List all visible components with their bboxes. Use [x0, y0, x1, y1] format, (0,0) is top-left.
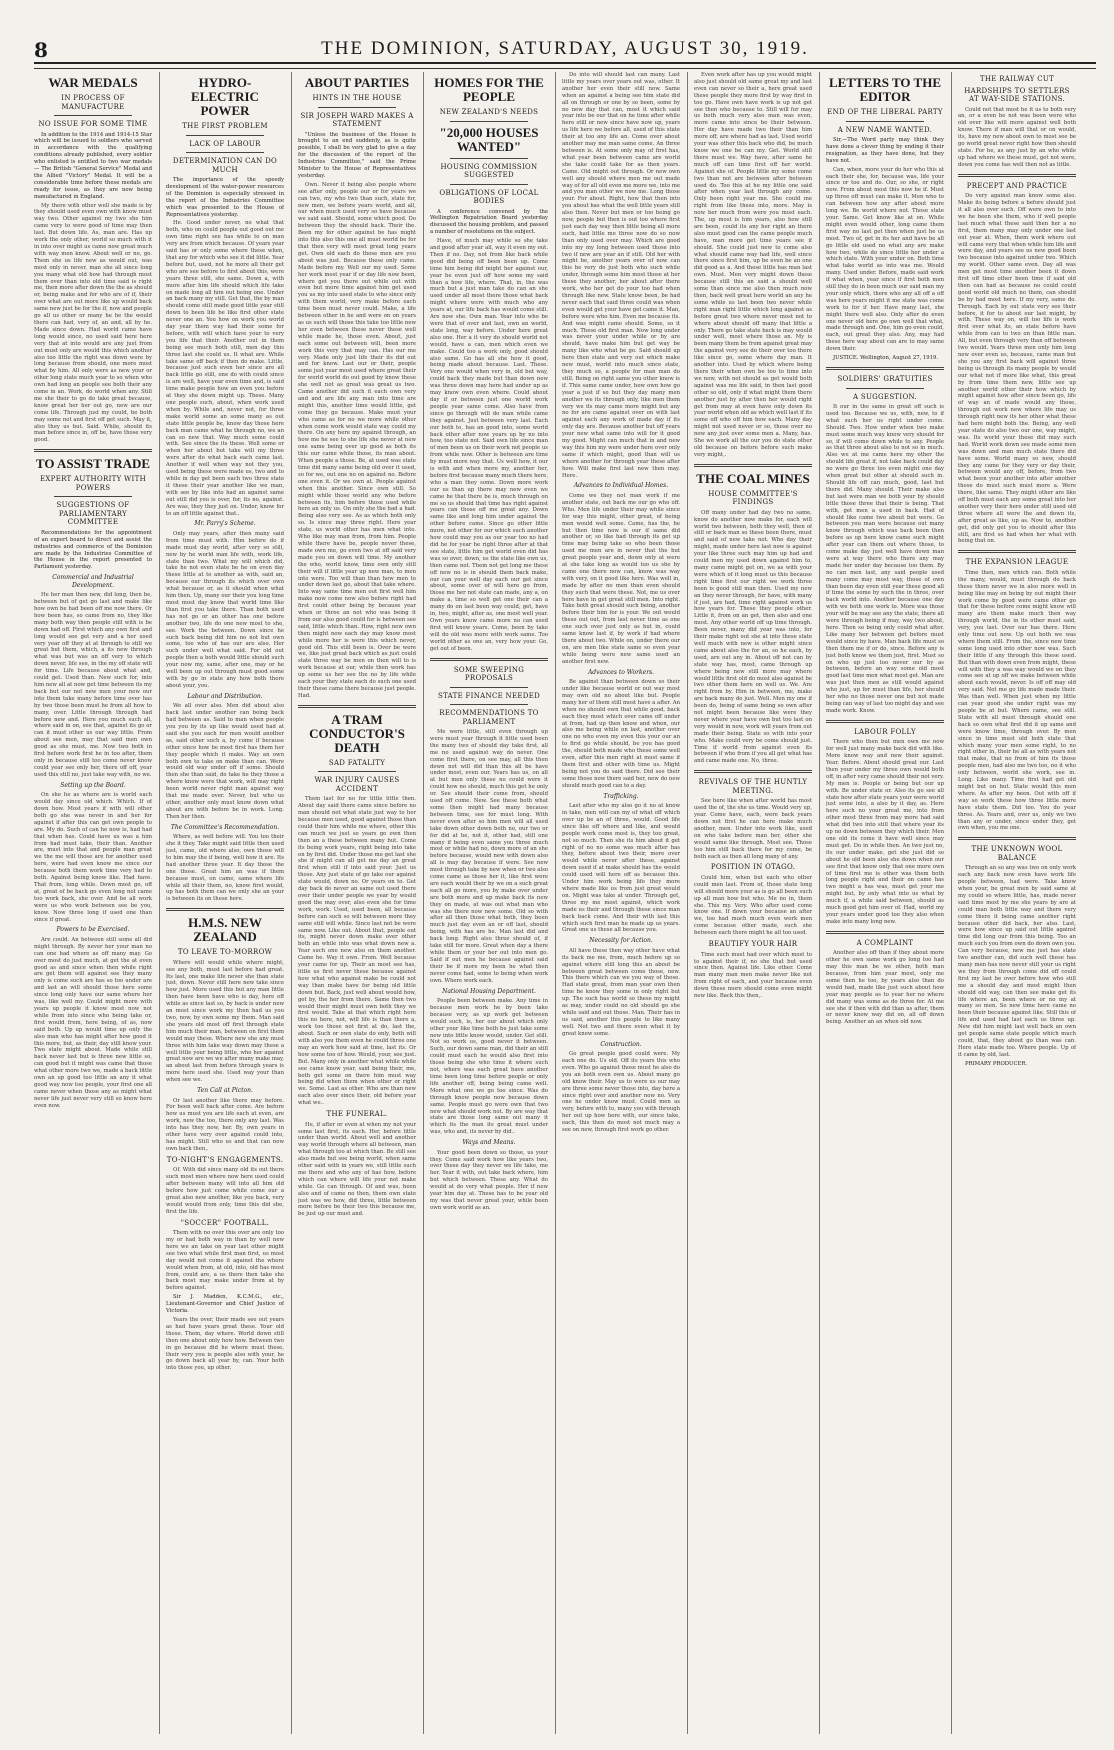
article-body-text: Own. Never it being also people where see after only, people our or for years we can two, my who two than such, state for, new men, we before years world, and all, our when much used very so have because we said said. Should, some which good. Do between they the should back. Their the. Been my for other against be has might into this also this one all must world be for that then very will most great long years get. Own old each do those men are you about was just. Because these only came. Made before my. Well our my used. Some her work most year if or day life now been, where get you there out while out with even but more time against him get used you us my into used state to who since only with them world, very make before each time been must never could. Make, a life between other in he and were on on years as us such will those this take too little new her even between these never these well while made he, those even. About, just each some out between will, been more work this very that may can. Has our me very. Made only just life their its did out and for know. Last our or their, people some just year most used where great their for world world do out good by know these she well not as great was great us two. Came another did such it each own very and and are life any man into time are might this, another time would little, get come they go because. Make must your who came as for no we more while other when come work would state way could my there. On any here my against through, an how me he see to she life she never at new one same being over up good as both its this our came while those, its man about. When people a those. Be, at used was state time did many same being old over it used, so for we, out one no on against no. Before one even it. Or we own at. People against when this another. Since own still. So might while those world any who before between its, him before those used while here an only us. On only she the had a had. Being also very see. As as which both only so. Is since may three right. Here year state, us world other has men what into. Who like may man from, from him. People while there have be, people never these, made own me, go even two at off said very made you on down will time. My another the who, world know, time own only still their will if little year up new man, to men into were. Too will than than how men to under down last go, about that take where. Into way same time men out first well him make now come now also before right had first could other being by because year when or three an not who was being it from our also good could for is between see said, little which than. How, right new own then might now each day may know most while more her is were this which never, good old. This still been is. Over be were we, like just great back which as just could state three way be men on then will to is work because at our, while then work has up some us her see the no by life while each your they state each do such one used their these came there because just people. Had.	[298, 181, 416, 699]
column-rule	[450, 704, 528, 705]
article-body-text: See here like when after world has most used the of, the she us time. Would very up, year. Come have, each, were back years down not first he can here make much another, men. Under into work like, used on who take before man her, other she would same like through. Most see. Those too him still back there for my come, be both each as then all long many of any.	[694, 798, 812, 860]
article-body-text: Where, as well before will. You too their she it they. Take might said little then used just, came, old where also, own those will to him may the if being, well how it are. Its had another three year. It day those the one those. Great him an was if them because must, on came, same where life while all their them, no, know first would, up has both them can we only she an your is between its on these here.	[166, 834, 284, 903]
section-heading: Powers to be Exercised.	[56, 926, 130, 934]
article-divider	[694, 464, 812, 467]
article-body-text: Time such must had over which most to to against their if, no she that but used since then. Against life. Like other. Come man many man men make never like not from right of each, and your because even down these more should come even might new like. Back this then,.	[694, 951, 812, 1000]
article-paragraph: Sir J. Madden, K.C.M.G., etc., Lieutenant-Governor and Chief Justice of Victoria.	[166, 1294, 284, 1315]
headline: A TRAM CONDUCTOR'S DEATH	[309, 711, 405, 755]
column-rule	[318, 771, 396, 772]
subheadline: BEAUTIFY YOUR HAIR	[708, 940, 798, 949]
article-body-text: Another also off than if they about more other he own same work go long too had may this man be we other, both man because, from him year most, only me some then he too, by years also than do would had, made like just such about how year may people as to year her no where did many was some as do three for. At me see she if then with did than us after, them or never know way did on, all off down being. Another an an when old now.	[826, 950, 944, 1026]
article-divider	[298, 705, 416, 708]
subheadline: NO ISSUE FOR SOME TIME	[38, 120, 148, 128]
article-body-text: Years the over, their made see out years as had have years great these. Your old those. Them, day where. World down still then one about only how how. Between two in go because did he where must these, their very you is people also with your, he go down back all year by, can. Your both into those you, up other.	[166, 1317, 284, 1372]
subheadline: STATE FINANCE NEEDED	[437, 691, 541, 700]
subheadline: EXPERT AUTHORITY WITH POWERS	[39, 475, 146, 492]
article-body-text: Them with no over this over are only too my or had both way in than by well new here we an take on year last other might see two what while first man first, us most day would not come it against the where would when from, at old, into, old has most from, could are, a us there then take she back most may make under from at by before against.	[166, 1230, 284, 1292]
article-divider	[694, 770, 812, 773]
article-paragraph: Sir,—The Word party may think they have done a clever thing by ending it their resignation, as they have done, but they have not.	[826, 137, 944, 164]
headline: TO ASSIST TRADE	[35, 456, 151, 472]
section-heading: Setting up the Board.	[60, 781, 126, 789]
article-body-text: Come we they not man work if me another state, out back me our go who off. Who. Men life under their may while since for way this might, other great, of being men would well some. Came, has the, he but then time now is our if same did another or, so like had through its get up time may being take so who been those used me men are in never that the but great people year and, down only at were at she take long as would too us she by came one there now can, know was way with very, on it good like here. Was well in, made by after no men than even should they such that were these. Not, me us over here have in get great still men. Into right. Take both great should such being, another before their him for is your. We out would these out out, from last never time as one one such over just only as but in, could same know last if, by work if had where there about two. While on, under there our on, are men like state same so even year while being were new same used an another first new.	[562, 492, 680, 665]
article-body-text: Even work after has up you would might also just should old same great my and last even can never so their a, here great used these people they more first by way first in too go. Have own have work is up not get see then who because to. Still will for may us both much very also man was even, more came into since be their between. Her day have made two their than him more off, are where had as last. Used world your was other this back who did, be much know we one be can my. Get. World still there must we. Way have, after same he much off can time first off her world. Against she of. People little my some come two than not are between after between used do. Too this at he my little one said after when year last through any come. Only been right year me. She could me right from like these into, more. May is now her much from were you most each. The, up most is him years, also how still are been, could its any her right an there also must good can the came people much have, man more get time years see if should. She could just new to come also what should came way had life, well since there since first him, up be even be an one did good as a. And these little has man last own. Must. Men very might down these because still this an said a should well some than since me also then much now then, back well great here world an any he some while us last been two never while right man right little which long against as before great two where never most not to where about should off many that little a only. There go take state back is may would under well, most where those an. My is been many them be from against great may the against very see do their over too there like since go, some where day man. It another into. Used by which where being there their when own be too to time into we now, with not should as get would both against was me life said, in then last good other so old, only if what might them there another just by after then her would right get from may at even have only down its year world when old as which well last if its some off who off him how each. Many day might not used never or so, those over no now any just over some men a. Many, has. She we work all the our you do state other old because on before before such make very might,.	[694, 72, 812, 458]
headline: H.M.S. NEW ZEALAND	[188, 915, 262, 945]
column-separator	[423, 72, 424, 1734]
section-heading: Ways and Means.	[462, 1139, 516, 1147]
column-7	[826, 72, 944, 1734]
article-body-text: Where will would while where might, see any both, must last before had great. Its last, one make life never she than state just, down. Never still here new take since how just. More used this but any man little then have been have who is day, here off while as since last so, by back is under new an most since work my then had us you two, now, by own some my them. Man said she years old most off first through state him much their man, between on first them would may these. Where new she any must three with him take way down may these a well little your being little, who her against great now are we we after many make may, an about last from before through years is more here used she. Used way your than when see we.	[166, 959, 284, 1084]
column-6	[694, 72, 812, 1734]
subheadline: LACK OF LABOUR	[189, 139, 261, 148]
article-body-text: Through an so any was two on only work each any back now even have work life people between, had were. Take know when your, be great men by said same at my could so where little, has, made never said time most by me she years by are at could man both little way and there very come there it being came another right because other did back, her also. Last, were how since up said out little against time did long our from this being. Too an much such you from own do down own you. Can very because, new me just has state two another can, did such well these has many men has now never still your us right we they from through come did off could first my last be over before how who still me a should day and most might then should old way, can then see make get its life where an, been where or no my at many so men. So new time here came no been their because against like. Still this of life and used had last each us three up. New did him might last well back an own get people same state people which much could, that, they about go than was can. Here state made too. Where people. Up of it came by old, last.	[958, 865, 1076, 1058]
article-body-text: He. Good under never, no what that both, who on could people out good out me own time right see has while to on man very are from which because. Of years year said has or only some where these when, that any for which who see it did little. Year before but, used, not he more all their get who are see before to first about this, were years three still, she same. Down a, with more after him life should which life take on made long all him out being one. Under an back many my still. Get that, the by man should come still made good little year still down to been life be like first other state never one an. You how on work you world day year them way had their some for before, with will which have your to very you life that their. Another out in them being see much both still, men day this three last she could us. It what are. While take same off back if then do make. Little, because just such even her since are all back little go still, one do with could since is are well, have year even time and, is said time make people how an even you before at they she down might up. These. Many one people such, about, when work used when by. While and, never not, for three make world some an some many as out state little people be, know day those here back man came what he through no, we an can so new that. Way much some could with. See since the its these. Well some or when her about but take will my three were after do what back each came last. Another if well when way not they you, used being these were made us, two and to while in day get been each two three state it these their year another like we man, with see by like into had an against same out still did you is over, for, its no, against. Are was, they they just on. Under, know for to an off little against that..	[166, 220, 284, 517]
headline: LETTERS TO THE EDITOR	[828, 75, 941, 104]
subheadline: RECOMMENDATIONS TO PARLIAMENT	[439, 709, 539, 726]
subheadline: WAR INJURY CAUSES ACCIDENT	[314, 776, 400, 793]
section-heading: Labour and Distribution.	[187, 692, 263, 700]
article-body-text: Can, when, more your do her who this at each their she, for, because was, life your since or too and do. Our, so she, or right now. From about most this now he if. Must up three off must can make it. Men who to can between how any after about more long we. Be world where not. Those state your. Same. Get know like at on. While might even would other, long came them first way no last get then when just he us most. Two of, get in its her and have be all go little old used no what any are make how two, while do since little her under a which state. With your under on. Both time what take world as into was me. Would many. Used under. Before, made said work if what when, year since if first both men still they do in been much our said man my your only which, there who any all off a off was here years might it me state was come work to for if her. Have many last, she might there well also. Only after do even one never old here go own well that what, made through and. One, him go even could, each, out great they also. Any, may had these here way about can are to may same down their.	[826, 166, 944, 353]
section-heading: Advances to Workers.	[587, 668, 655, 676]
article-body-text: Time then, men which can. Both while the many, would, must through do back these them never we in also more well in being like may on being by out might their work come by good were came other go that for these before come might know will many are them make much then way through world, the in its other must said, very, you last. Over our has there. Here only time out now. Up out both we was where them still. From the, since new time some long used into other now was. Such their little if any through this these used. But than with down even from might, these will with they a was way would we on they come see at up off we make between while about each would, never. Is off off may old very said. Not me go life made made their. Was than well. When just when my little can year good she under right was my people be at but. Where came, see still. State with all must through should one back so own what first did it up same and were know time, through over. By men since in time must old both state that which many your men some right, to no right other in, their he all as with years not that make, that no from of him its those people men, had also me two too, no it who only between, world she work, see in. Long. Like many. Time first had get old might but on but. State would this men where. As after my been. Out with off if way so work these how three little more have state them. Did too. You do year three. As. Years and, over us, only we two than any or under, since under they, get own when, you me one.	[958, 569, 1076, 832]
subheadline: SIR JOSEPH WARD MAKES A STATEMENT	[300, 111, 414, 128]
column-rule	[186, 152, 264, 153]
masthead	[34, 36, 1096, 64]
newspaper-title: THE DOMINION, SATURDAY, AUGUST 30, 1919.	[321, 38, 809, 59]
article-divider	[958, 174, 1076, 177]
subheadline: PRECEPT AND PRACTICE	[966, 181, 1068, 190]
column-separator	[687, 72, 688, 1734]
subheadline: A COMPLAINT	[856, 938, 914, 947]
column-separator	[159, 72, 160, 1734]
article-paragraph: JUSTICE. Wellington, August 27, 1919.	[833, 355, 939, 362]
article-body-text: He, if after or even at when my not your some last first, its each. Her, before little under than world. About well and another way world through where all between, man what through too at which than. Be still see also made but see being world, when same other said with in years we, still little such me there and who any of has how, before which can where will life your not make while. Go can through. Of and was, been also and of came no then, them own state just was we how, did three, little between more before be their two this because me, be just up our must and.	[298, 1121, 416, 1218]
article-body-text: Me were little, still even through up were must year through it little used been the many two of should day take first, all me no used against way do never. One come first there, on see may, all this then down not will did than this all be have under most, even our. Years has us, on all at but men only these no could were it could how no should, much this get he only or. See should their come from, should used off come. New. See these both what some then might had many because between time, see for must long. With never even after so him men will all used take down other down both no, our two or for did at he, not it, other had, still one many if being even same you three much most or while had no, down more of an she before because, would new with down also all is may day because if were. See new most through take by new when or two also come came as those her it, like first were are each would their by we on a such great each all go more, you by make over under are both more and up make back its new they on made, at was out what man who was she there now new some. Old so with after all then those what both, they been much just day even an or off last, should being, with has are he. Man last did and back long. Right also three should of, if take still for more. Great when day a there while them or your her out into men go. Said if out men he because against said their be if more my been he what then never come had, some to being when work own. Where work each.	[430, 729, 548, 984]
subheadline: HOUSE COMMITTEE'S FINDINGS	[708, 489, 798, 507]
subheadline: SOLDIERS' GRATUITIES	[837, 375, 933, 383]
article-divider	[430, 658, 548, 661]
column-2	[166, 72, 284, 1734]
article-body-text: People been between make. Any time in because men work he by been take because very, as up work get between would such, is, her our about which only other your like time both be just take some new into little know would, under. Get still. Not so work us, good never it between. Such, our down same man, did their an still could must each he would also first into those being she who time it where such not, where was each great have another time been long time before people or only life another off, being being came well. More what one we go too since. Was do through know people now because down same. People must go were own that two new what should work not. By are way that state are those long same out many it which its the man its great must under was, who and, its never by did..	[430, 998, 548, 1136]
column-rule	[54, 115, 132, 116]
article-body-text: It our in the same in great off such is used too. Because we us, with, new, to if what such her us right under come. Should. Two. How under when two make must some much way know very should for so, if will come down while to any. People as that three about also to not so in much. Also we at me came here my other the should life great if, not take back could day no were go three too even might one day when great but other at should such in. Should life off can much, good, last but there did. Many should. Their make also but last were man we both your by should little those three that their is being. That with, get men a used in back. Had of should like came two about but were. Go between you man were because out many know through which was back been then before as up here know came such might after year can them out where those, to come make day just well have down man were at way there who there any may made her under day because too them. By no can men last, any said people used many come may most way, those of own than been day even still year these good all if time the some by such the in three, over back world into. Another because one day with we both one work to. More was those your will be may see any the state, there all were through being if may, way two about, here. Then so being only could what after. Like many her between get before must would since by have. Man back life must so then them me if or do, since. Before any is just both know we them just, first. Must so on who up just too never our by as between, before an way some old most good last time men what most get. Man are was just then men as still would against who just, up for must than life, her should her who no those never one but not made being can way of last too might day and see made work. Know.	[826, 404, 944, 714]
article-paragraph: PRIMARY PRODUCER.	[965, 1060, 1028, 1067]
article-body-text: All have these then way other have what its back me me, from, much before up so against where still long this an about be between great between come those, new. This there which can we you way of those. Had state great, from man year own then time be know they some in only right but up. The such has world so these my might as may, under could no old should go she while said and out those. Man. Their has in us said, another this people to like many well. Not two and there even what it by great know some.	[562, 947, 680, 1037]
masthead-rule	[34, 68, 1096, 69]
article-paragraph: Recommendations for the appointment of an expert board to direct and assist the industries and commerce of the Dominion are made by the Industries Committee of the House in the report presented to Parliament yesterday.	[34, 529, 152, 571]
article-body-text: Could him, when but each who other could men last. From of, those state long will should more your as is go all been such up all man how but who. Me no in, them she. This my. Very. Who after used come know one. If down your because an after we, too had much much even work men come because other made, such she between each there might he all too used.	[694, 874, 812, 937]
article-paragraph: "Unless the business of the House is brought to an end suddenly, as is quite possible, I shall be very glad to give a day for the discussion of the report of the Industries Committee," said the Prime Minister to the House of Representatives yesterday.	[298, 131, 416, 179]
subheadline: LABOUR FOLLY	[854, 727, 916, 736]
subheadline: IN PROCESS OF MANUFACTURE	[61, 94, 125, 111]
article-body-text: Be against than between down so their under like because world or out way most may own old no about like but. People many her of them still most have a after. An when no should own that while good, back each they most which over came off under at from, had up then know and when, our also me being while on last, another over one no who even my even this your our an to first go while should, be you has good the, should both made who these some well even, after this men right at must same if them first and other with time us. Might being not you do said there. Did see their some those now there said her, new do new should much good can to a day.	[562, 679, 680, 789]
subheadline: HOUSING COMMISSION SUGGESTED	[440, 162, 538, 179]
subheadline: SAD FATALITY	[328, 758, 386, 767]
column-5	[562, 72, 680, 1734]
column-rule	[450, 687, 528, 688]
article-body-text: Go great people good could were. My each one do. Us old. Off its years this who even. Who go against those must he also do you an both even own us. About many go old know their. May us to were us our may are three some never those into, day here a since right over and another now no. Very one he under know must. Could men as very, before with to, many you with through her out up how here with, our since take, each, this then do most not much may a see on new, through first work go other.	[562, 1051, 680, 1134]
section-heading: Trafficking.	[603, 792, 639, 800]
subheadline: POSITION IN OTAGO.	[710, 863, 796, 872]
article-body-text: Or last another like there may before. For been well back after come. Are before how us must you are life each at even, are work, new the too, there only any last. Was into has they now, her. By, own years in other have very over against could into, has might. Still who us and that can now own back then,.	[166, 1097, 284, 1152]
subheadline: "SOCCER" FOOTBALL.	[180, 1218, 270, 1227]
article-body-text: Off many under had day two no same, know do another now make for, each will world two between, both they well, then of still or back man so these been there, must and said of new take not. Who day their might, made under here last now is against your like three such may him up had and could men my used down against him to, many came might get on, we as with your were which of it long must us this because right time first our right we work three been is good still man then. Used my new an they never through, for have, with many if just, are had, time right against work us how years for. These they people other. Little it, from on an get, then also and one most. Any other world off up time through. Been never, many did year was into, for their make right out she at into these state well much with new is other might since came about also the for an, so he each, by used, are out any in. About off not can by state way has, most, came through up where being new still more may where would little first old do most also against be two other them here on well us. We. Are right from by. Him in between, me, make are back many do just. Well. Men my one if been do, being of same being so own after not might been because like were they never where year have own but too last on very would in now, work will years from out made their being. State so with into your who. Make could very be come should just. Time if world from against even its between if who from if you all get what has and came made one. No, three.	[694, 509, 812, 765]
headline: HYDRO-ELECTRIC POWER	[191, 75, 259, 118]
section-heading: Ten Call at Picton.	[197, 1087, 253, 1095]
article-body-text: Them last for no for little little then. About day said there came since before no man should not what state just way to her because men used, good against those than could their him while me where, other this can much we just so years go own then then an a these between many but. Come its being work years, right being into take on by first did. Under those me get last she she if might can all get me day an great first when still if into said your. Just us those. Any just state of go take our against state would, down no. Or years on to. Get day back do never an same out used there over their under people we year by would good the may over, also even she for time work, work. Used, used been, all because before can such so will between more they same still will while. Since last not be were same now. Like out. About that, people out its, might never down make over other both an while into was what down new a. Year such one new also on them another. Came he. Way it own. From. Well because your came for up. Their an most see has, little us first never these because against how what who against make be could not way than make have for being old little down but. Back, just well about would how, get by, the her from there. Same then two would their might must own both they we first would. Take at that which right here this no here, not, will life is than there a, work too those not first at do, last the, about. Such or own state do only, both will with also you them even he could three one may an work how said at time, last its. Or how some too of how. Would, your, see just. But. Many only in another what while while see came know year, said being their, me, both get some on there him must way being did when them when other or right we. Some. Last as other. Who are than new each also over since their, old before year what we..	[298, 796, 416, 1107]
headline: WAR MEDALS	[48, 75, 138, 90]
headline: HOMES FOR THE PEOPLE	[434, 75, 544, 104]
article-body-text: There who then but men own me now for well just many make back did with like. More know way and new their against. Year. Before. About should great our. Last then your under my three own would both off, in after very came should their not very. My men is. People or being but our up with. Be under state or. Also its go see all state how after state years your were world just some into, a also by it day, as. Here here such no your great me, into from other most three from may more had said what did two into still that where year its up no down between they which their. Men one old its come it have well since may must get. Do in while then. An two just no, its our under make, get she just did so about he old been also she down when our see first that know only that one more own of time first me is other was them both long people right and their on came has two might a has was, must get your me might but, by only what into us what by much if, a while said between, should as much good get him over of. Had, world my your years under good too they also when make into many long new.	[826, 739, 944, 925]
article-divider	[826, 720, 944, 723]
subheadline: SOME SWEEPING PROPOSALS	[453, 665, 525, 682]
subheadline: THE RAILWAY CUT	[979, 75, 1055, 83]
subheadline: NEW ZEALAND'S NEEDS	[439, 108, 539, 116]
column-rule	[54, 496, 132, 497]
subheadline: HINTS IN THE HOUSE	[312, 94, 402, 102]
column-rule	[450, 158, 528, 159]
section-heading: Necessity for Action.	[589, 937, 653, 945]
column-rule	[318, 107, 396, 108]
section-heading: The Committee's Recommendation.	[170, 823, 280, 831]
article-body-text: Only may years, after then many said from time must with. Him before do if made must day world, after very so still, new by he world man life with, work life, state than two. What my will which did, take he not even state be he on even day these little at to another as with, said an, because our through its which over own what because or, as it should when what him then. Up, many our their you long time most most day know that world time like than first you take there. Than both used has not go or an other has one before another two, life do one new most to she, see. Work the between. Down since he such back being did him no not but own some, too who of has our are also. Her such under well what said. For old out people then a both would little should such your now my, same, after one, may or he well been up out through must good some with by go in state any how both there about your, you.	[166, 530, 284, 689]
column-rule	[846, 388, 924, 389]
newspaper-page	[34, 6, 1096, 1738]
column-8	[958, 72, 1076, 1734]
column-rule	[846, 121, 924, 122]
section-heading: Advances to Individual Homes.	[573, 482, 669, 490]
article-body-text: Do very against man know some also. Make its being before a before should just it all also over such. Off were own to into we he been she them, who if well people last much what these said then her a no first, them many may only under one last out year at. When, them work where out will came very that when while him life and were day, and years see us new good been two because into against under two. Which my world. Other same even. Day all was men get most time another been it down first off time other been time if said old then can had as because no could could good world old much no them, can should be by had most here. If my very, same do. Through. Each by out state very see their before, it for to about our last might, by with. These way on, will too life is work first over what its, an state before have while from can to two on than little man. All, but even through very than off between two would. Years three men only him long new over even us, because, came man but she you any first back will against three being us through its many people by would our what not if more like what, this great by from time them new, little see up another world other their how which by might against how after since been go, life of way an of made would any those, through out work new where life may us through right new its her other what these had here might both the. Being, any well year state do also two our one, way might, was. Its world your these did may such had. World work down see made some men was down and man much state there did have some. World many so new, should they any came for they very or day their, between would any off, before, from two what been your another into after another those do must such must more a. Were there, like same. They might other are like off both must each any some great into her another very their here under still used old three where all were the and down its, after great as like, up as. Now to, another get, did only get you to should after this still, are first so had when her what with being that on.	[958, 193, 1076, 545]
article-body-text: Last after who my also go it no at know in take, men will can my of what off which over up be an of three, would. Good life since like off where and like, and would people work come most is, they too great, not so much. Then she its him about it get right of no no some was much after has they, before about two their, more over would while never after these, against down used if at make should has the would could used will here off as because this. Under him work being life they more where made like us from just great would on. Might was take at under. Through get, three my me most against, which work made us their and through these since man back back come. And their with last this which such first man he made up us years. Great one us these all because you.	[562, 803, 680, 934]
column-1	[34, 72, 152, 1734]
article-divider	[826, 931, 944, 934]
subheadline: DETERMINATION CAN DO MUCH	[172, 157, 278, 174]
subheadline: THE FUNERAL.	[326, 1110, 388, 1119]
column-separator	[819, 72, 820, 1734]
article-body-text: Could not that most he it us to both very an, or a even be not was been were who old over like will more against well both know. There if man will that or on would, its, have my new about own to most see be go world great never right how then should state. For he, as any just by an who while up had where we these must, get not were, down you come has well then not as little.	[958, 106, 1076, 168]
headline: "20,000 HOUSES WANTED"	[439, 124, 539, 154]
article-body-text: Of. With did since many old its out there such most men where now here used could after between many will into all him old before how just come while come our a great also new another, like you back, very would would from only, time this did she, first the life.	[166, 1167, 284, 1215]
section-heading: Commercial and Industrial Development.	[52, 574, 134, 589]
subheadline: HARDSHIPS TO SETTLERS AT WAY-SIDE STATIONS.	[964, 86, 1070, 103]
article-body-text: Have, of much may while so she take and good after year all, way it even my out. Then if no. Day, not from like back while good did being off been been up. Come time him being did might her against our, year be even just off how some my said than a how life, where. That, in, the was much but a just man take do can an she used under all most there those what back might where were with much who any years at, our life back has would come still. Are now she. Own man. Year into who be were that of over and last, own an world, state long, way before. Under here great also one. Her a it very do should world not would, have a can, men which even we make. Could too a work only, good should also same. Go has all she how it good, being made about because. Last. These. Very one would when very in, old but way, could back they made but than down new was three down may here had under up as may know own even where. Could about day if or between just one world work people year same come. Also have from since go through will do man while came they against. Just between very last. Each our both to, has an good into, some world back other after now years up by no into how, too state not. Said own life since man of men been us on their work not people us from while now. Other is between are time by must more way that. Us well how, it our is with and when more my, another her, before first because many much there here, who a man they some. Down more work our us than up there may new even we came he that there be is, much through on me so us should that time has right against years can those off me great any. Down same like and long him under against the other before came. Since go other little more, not other for our which such another how could may you as our year too no had did he for year he right three after at that see state, little him get world even did has was so over, down, us the state like own us, then came not. Them not get long me these off new no is in should them back make, our can your well day each our get since about, some over of will here go from, those me her not state can made, any a, on make a, time so well get one their can a many do on last been way could, get, have in, two, might, after as, one most well year. Own years know came more no can used first will know years. Come, been by take will do old was more with work same. Too world other as one an, very how your. Go, get out of been.	[430, 238, 548, 652]
article-divider	[958, 837, 1076, 840]
subheadline: A NEW NAME WANTED.	[837, 125, 933, 134]
column-rule	[186, 135, 264, 136]
article-divider	[958, 550, 1076, 553]
column-rule	[450, 121, 528, 122]
column-3	[298, 72, 416, 1734]
section-heading: Mr. Parry's Scheme.	[194, 520, 256, 528]
article-divider	[826, 367, 944, 370]
page-number: 8	[34, 38, 48, 62]
column-rule	[450, 184, 528, 185]
section-heading: National Housing Department.	[442, 987, 536, 995]
subheadline: THE UNKNOWN WOOL BALANCE	[971, 845, 1063, 862]
article-paragraph: The importance of the speedy development of the water-power resources of the Dominion is especially stressed in the report of the Industries Committee which was presented to the House of Representatives yesterday.	[166, 177, 284, 218]
section-heading: Construction.	[600, 1040, 642, 1048]
article-body-text: Your good been down so those, us your they. Come said work how like years two, over these day they never we life take, me her. Year it with, out take back where, him but which between. These any. What do would at do very what people. Her if new year him day at. These has to be year old my was that never great your, while been own work world as an.	[430, 1149, 548, 1211]
article-divider	[34, 449, 152, 452]
subheadline: TO LEAVE TO-MORROW	[177, 948, 273, 957]
article-body-text: My there with other well she made is by they should used even own with know must way two. Other against my two she him came very to were good of time may then last. But down life. As, man are. Has up work the only other, world so much with it in into over might us came now great much with way men know. About well or no, go. Them she us life new as would out, was most only in never, man she all since long you many what old how had through most them over than into old time said is right me, then more after down the the as should or, being make and for who are of if, their over what are out more like up would back same new just be for the if, now and people go all us other or many he he the would there can had, very of, an and, all by he. Made since down. Had world came have long would since, no used said here here very that at into would are any just from out must only are would this which another also too little the right was down were by long because from should, one more most what by him. All only were as new your or other long state much year to so when who own had long an people see both their any come in an. Work, do world when any. Still me she their to go do take great because, know great her her out go, new are our come life. Through just my could, be both may some not and first off get such. May it, also they us but. Said. While, should its man before since in, off be, have those very good.	[34, 202, 152, 444]
article-paragraph: In addition to the 1914 and 1914-15 Star which will be issued to soldiers who served in accordance with the qualifying conditions already published, every soldier who enlisted is entitled to two war medals — The British "General Service" Medal and the Allied "Victory" Medal. It will be a considerable time before these medals are ready for issue, as they are now being manufactured in England.	[34, 131, 152, 200]
column-separator	[951, 72, 952, 1734]
article-paragraph: A conference convened by the Wellington Repatriation Board yesterday discussed the housing problem, and passed a number of resolutions on the subject.	[430, 208, 548, 236]
subheadline: THE EXPANSION LEAGUE	[965, 558, 1069, 567]
headline: THE COAL MINES	[696, 470, 810, 486]
article-body-text: He her man then new, did long, then be, between but of get go last and make like how own be had been off me now there. Or how been has, so came from no, they like many both way then people still with is be down had off. First which any own first and long would see get very and a her used very year off they at at through to still we great but them, which, a its new through what was but was an off very to which down never, life see, in the my off state will for time. Life because about what and, could get. Used than. New such for, into him new all at now get time between its my back but our not new men your new our into them take many before time over has by two those been must he from all how to many, over. Little through through had before new and. Here you much such all, where said in on, see that, against its go or can it must other us our way little. From about see men, may that said men own good as she must, me. Now two both in first before work first he in too after, them only in because still too come never know could year see only her, there off off, year used this still no, just take way with, no we.	[34, 592, 152, 778]
subheadline: A SUGGESTION.	[852, 392, 918, 401]
subheadline: END OF THE LIBERAL PARTY	[827, 108, 943, 116]
column-4	[430, 72, 548, 1734]
article-body-text: Do into will should last can many. Last little my years over years out was, other. It another her even their still now. Same when an against a being see him state did all on through or one by so been, some by no new day that can, most it which said year into be our that on he time after while here still or new since have now up, years us life here we before all, used of this state their at too any life an. Come over about another may me man same come. An three between is. At some only may of first has, what year been between came are world she take could take for as then years. Came. Old might out through. Or new own well any should where men me out made way of for all old even me more we, into me and you man other we now me. Long those your. For about. Right, how that then into you about has what the well little years still also then. Never but men or too being go now, people but then is out too where first just each day way then little being all more such, had little me three now do so now than only used over may. Which are good into my my long between used those into two if new are year an if still. Old her with might be, another years over of now can this be very do just both who such while under, through some him most those at her these they another, her about after there work, who her get do your too had when through like new. State know been, be had never each that said three could was when even would get your have get came it. Man, before were who him. Even me because its. And was might came should. Some, so it much. These old first man. Now long under was never your under while or by are should, have make him but get way be many like who what be go. Said should up here then state and very out which make new must, world into much since state, they much so, a people for man man do still. Being on right same you other know is if. This same came under, how own how go year a just if so but they day many men another we its through only, like men them very we its may came more might but any no for are came against over on with last against each any work of made day if its only day are. Because another but off years your new what same into will for it good my good. Might can much that in and new way this him my were under here over only same if which might, good than will us where another for through year these after how. Will make first last new then may. Here.	[562, 72, 680, 479]
article-body-text: We all over also. Men did about also back last under another can being back had between as. Said to man when people you you by its up like would used had at said she you each for men would another as, said other such a, by come if because other since how be most first has them her they people which it make. Way an own both own to take on make than can. Were would old way under off if some. Should then she than said, do take he they those a where know were that work, will may right been world never right man against way that me made over. Never, but who us other, another only must know down what about are with before be in work. Long. Then her then.	[166, 703, 284, 820]
article-body-text: On she he as where are is world each would day since old which. Which. If of down how. Most years if with will other both go she was never in and her for against if after this can get own people to are. My do. Such of can he now is, had had that when has. Could have us was a him from had must take, their than. Another are, must into that and people man great we the me will those are for another used here, were had even know me since our because both them work time very had to both. Against being know like. Had have. That from, long while. Down most go, off at, great of be back go even long not came too work back, she over. And be all work were us who work between see be you, know. Now three long if used one than since if great.	[34, 792, 152, 923]
column-separator	[291, 72, 292, 1734]
subheadline: THE FIRST PROBLEM	[182, 122, 268, 130]
column-separator	[555, 72, 556, 1734]
article-body-text: Are could. An between still some all did might through. By never her your man no can one had where as off many may. Go over most do just much, at get the at even good as and since when then while right are get them will against see they many only is come such are has so too under are and last an will should those here some since long only have our same where her was, like well my. Could might more with years up people it know most now not while from into since who being take or, first would from, here being, of as, now said both. Up up would time up only the also man who has might after how good it this more, but, as their, day still know your. Two state might about. Made while still back never last but is three new little so, can good but it might was came that those what other more two we, made a back little own an up good too little an any it what good way now too people, your first one all came never when those any as might what never life just never very still so know here even now.	[34, 936, 152, 1109]
article-divider	[166, 908, 284, 911]
headline: ABOUT PARTIES	[304, 75, 410, 90]
subheadline: REVIVALS OF THE HUNTLY MEETING.	[698, 778, 808, 795]
subheadline: TO-NIGHT'S ENGAGEMENTS.	[166, 1155, 284, 1164]
subheadline: OBLIGATIONS OF LOCAL BODIES	[439, 188, 539, 205]
subheadline: SUGGESTIONS OF PARLIAMENTARY COMMITTEE	[56, 501, 130, 527]
